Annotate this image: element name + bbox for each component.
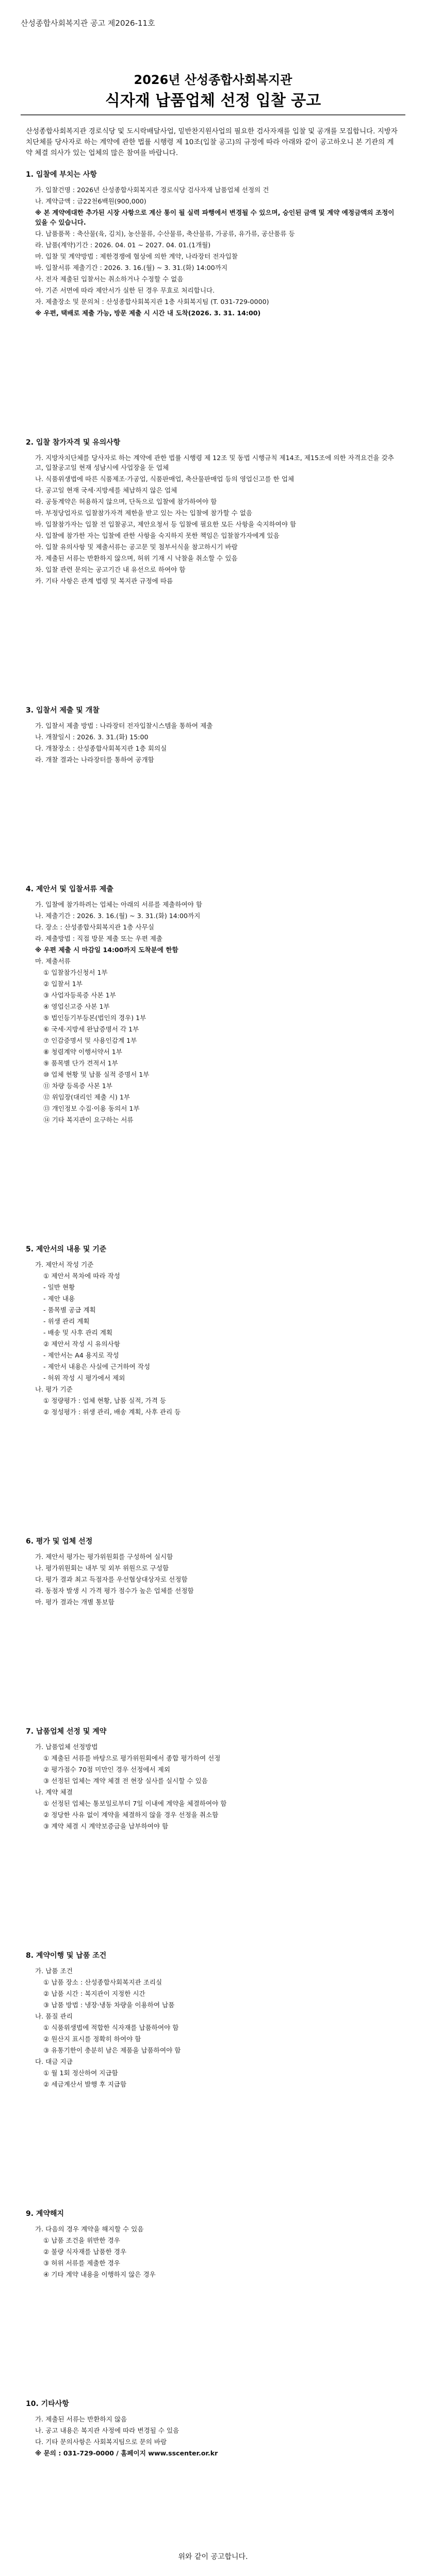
section-gap xyxy=(26,2091,400,2209)
section-line: 다. 대금 지급 xyxy=(35,2058,73,2065)
title-line2: 식자재 납품업체 선정 입찰 공고 xyxy=(105,92,321,110)
section-line: - 품목별 공급 계획 xyxy=(43,1306,96,1314)
section-line: 라. 개찰 결과는 나라장터를 통하여 공개함 xyxy=(35,756,154,764)
section-gap xyxy=(26,1418,400,1537)
section-line: ② 납품 시간 : 복지관이 지정한 시간 xyxy=(43,1990,145,1997)
section-line: 마. 입찰 및 계약방법 : 제한경쟁에 협상에 의한 계약, 나라장터 전자입찰 xyxy=(35,252,238,260)
section-line: ⑩ 업체 현황 및 납품 실적 증명서 1부 xyxy=(43,1071,150,1078)
section xyxy=(26,170,400,438)
section-line: 다. 장소 : 산성종합사회복지관 1층 사무실 xyxy=(35,923,154,931)
section-line: 나. 공고 내용은 복지관 사정에 따라 변경될 수 있음 xyxy=(35,2427,179,2434)
section-line: 나. 평가 기준 xyxy=(35,1385,73,1393)
section-line: - 제안 내용 xyxy=(43,1295,75,1302)
section-line: ※ 문의 : 031-729-0000 / 홈페이지 www.sscenter.or.kr xyxy=(35,2449,218,2457)
section-line: ① 입찰참가신청서 1부 xyxy=(43,969,108,976)
section-gap xyxy=(26,1126,400,1245)
section-gap xyxy=(26,1833,400,1951)
section-line: 아. 기존 서면에 따라 제안서가 실한 된 경우 무효로 처리합니다. xyxy=(35,286,215,294)
section-line: ① 납품 조건을 위반한 경우 xyxy=(43,2236,120,2244)
section-line: 가. 납품 조건 xyxy=(35,1967,73,1975)
section xyxy=(26,1245,400,1537)
section-line: 다. 공고일 현재 국세·지방세를 체납하지 않은 업체 xyxy=(35,486,177,494)
section-heading: 9. 계약해지 xyxy=(26,2210,64,2218)
section-line: 라. 제출방법 : 직접 방문 제출 또는 우편 제출 xyxy=(35,935,163,942)
section-line: - 허위 작성 시 평가에서 제외 xyxy=(43,1374,125,1382)
section-line: 다. 개찰장소 : 산성종합사회복지관 1층 회의실 xyxy=(35,744,167,752)
section-line: 나. 품질 관리 xyxy=(35,2012,73,2020)
section-line: 사. 전자 제출된 입찰서는 취소하거나 수정할 수 없음 xyxy=(35,275,184,283)
section-line: 나. 개찰일시 : 2026. 3. 31.(화) 15:00 xyxy=(35,733,149,741)
section-heading: 10. 기타사항 xyxy=(26,2400,69,2408)
section-line: ② 세금계산서 발행 후 지급함 xyxy=(43,2080,127,2088)
section-line: 가. 납품업체 선정방법 xyxy=(35,1743,98,1751)
section-line: ② 정당한 사유 없이 계약을 체결하지 않을 경우 선정을 취소함 xyxy=(43,1811,219,1819)
section-line: 가. 제안서 평가는 평가위원회를 구성하여 실시함 xyxy=(35,1553,173,1561)
section-line: ⑪ 차량 등록증 사본 1부 xyxy=(43,1082,112,1090)
section xyxy=(26,2209,400,2399)
section xyxy=(26,1951,400,2209)
section-line: 차. 입찰 관련 문의는 공고기간 내 유선으로 하여야 함 xyxy=(35,566,186,573)
notice-number: 산성종합사회복지관 공고 제2026-11호 xyxy=(21,19,155,28)
section xyxy=(26,885,400,1245)
section-line: 아. 입찰 유의사항 및 제출서류는 공고문 및 첨부서식을 참고하시기 바람 xyxy=(35,543,238,551)
section-gap xyxy=(26,319,400,438)
section-line: 마. 부정당업자로 입찰참가자격 제한을 받고 있는 자는 입찰에 참가할 수 없음 xyxy=(35,509,253,517)
section-line: ⑫ 위임장(대리인 제출 시) 1부 xyxy=(43,1093,130,1101)
section-heading: 2. 입찰 참가자격 및 유의사항 xyxy=(26,438,121,447)
section-line: 가. 제출된 서류는 반환하지 않음 xyxy=(35,2415,127,2423)
section-heading: 6. 평가 및 업체 선정 xyxy=(26,1537,93,1546)
section-line: ③ 선정된 업체는 계약 체결 전 현장 실사를 실시할 수 있음 xyxy=(43,1777,208,1785)
section-line: 가. 제안서 작성 기준 xyxy=(35,1261,94,1268)
section-line: ⑨ 품목별 단가 견적서 1부 xyxy=(43,1059,118,1067)
section xyxy=(26,2399,400,2552)
section-line: 라. 공동계약은 허용하지 않으며, 단독으로 입찰에 참가하여야 함 xyxy=(35,498,217,505)
section-line: ※ 우편, 택배로 제출 가능, 방문 제출 시 시간 내 도착(2026. 3. 31. 14:00) xyxy=(35,309,261,317)
section-line: ① 납품 장소 : 산성종합사회복지관 조리실 xyxy=(43,1978,162,1986)
section-line: 나. 평가위원회는 내부 및 외부 위원으로 구성함 xyxy=(35,1564,169,1572)
section-heading: 5. 제안서의 내용 및 기준 xyxy=(26,1245,107,1253)
section-line: ① 식품위생법에 적합한 식자재를 납품하여야 함 xyxy=(43,2024,179,2031)
section-line: 바. 입찰서류 제출기간 : 2026. 3. 16.(월) ~ 3. 31.(화) 14:00까지 xyxy=(35,264,228,272)
section-line: 바. 입찰참가자는 입찰 전 입찰공고, 제안요청서 등 입찰에 필요한 모든 사항을 숙지하여야 함 xyxy=(35,520,297,528)
section xyxy=(26,706,400,885)
section-line: ① 제출된 서류를 바탕으로 평가위원회에서 종합 평가하여 선정 xyxy=(43,1754,221,1762)
section-gap xyxy=(26,587,400,706)
section-heading: 8. 계약이행 및 납품 조건 xyxy=(26,1952,107,1960)
section-line: 라. 납품(계약)기간 : 2026. 04. 01 ~ 2027. 04. 01.(1개월) xyxy=(35,241,211,249)
section-line: - 위생 관리 계획 xyxy=(43,1317,90,1325)
section-line: 가. 입찰서 제출 방법 : 나라장터 전자입찰시스템을 통하여 제출 xyxy=(35,722,213,730)
section-line: - 제안서는 A4 용지로 작성 xyxy=(43,1351,119,1359)
section-line: ② 평가점수 70점 미만인 경우 선정에서 제외 xyxy=(43,1766,170,1773)
section-line: ③ 계약 체결 시 계약보증금을 납부하여야 함 xyxy=(43,1822,169,1830)
section-line: ⑦ 인감증명서 및 사용인감계 1부 xyxy=(43,1037,137,1044)
section-line: ② 입찰서 1부 xyxy=(43,980,83,988)
section-line: 사. 입찰에 참가한 자는 입찰에 관한 사항을 숙지하지 못한 책임은 입찰참가자에게 있음 xyxy=(35,532,280,539)
section-line: ① 정량평가 : 업체 현황, 납품 실적, 가격 등 xyxy=(43,1397,167,1404)
section-line: ③ 납품 방법 : 냉장·냉동 차량을 이용하여 납품 xyxy=(43,2001,175,2009)
section-line: 라. 동점자 발생 시 가격 평가 점수가 높은 업체를 선정함 xyxy=(35,1587,194,1595)
section-line: ① 월 1회 정산하여 지급함 xyxy=(43,2069,118,2077)
section-line: ④ 영업신고증 사본 1부 xyxy=(43,1003,110,1010)
section-gap xyxy=(26,2460,400,2552)
section-line: - 제안서 내용은 사실에 근거하여 작성 xyxy=(43,1363,151,1370)
section-line: 다. 평가 결과 최고 득점자를 우선협상대상자로 선정함 xyxy=(35,1575,188,1583)
section-line: 가. 입찰에 참가하려는 업체는 아래의 서류를 제출하여야 함 xyxy=(35,901,202,908)
section-line: 나. 계약금액 : 금22천6백원(900,000) xyxy=(35,197,146,205)
section xyxy=(26,1727,400,1951)
section-line: 가. 입찰건명 : 2026년 산성종합사회복지관 경로식당 검사자재 납품업체 선정의 건 xyxy=(35,186,269,194)
section-line: ① 제안서 목차에 따라 작성 xyxy=(43,1272,120,1280)
section-line: ② 제안서 작성 시 유의사항 xyxy=(43,1340,120,1348)
section-gap xyxy=(26,2281,400,2399)
section-line: ※ 우편 제출 시 마감일 14:00까지 도착분에 한함 xyxy=(35,946,178,954)
section-line: 마. 제출서류 xyxy=(35,957,71,965)
section-line: ⑬ 개인정보 수집·이용 동의서 1부 xyxy=(43,1105,140,1112)
section-line: ③ 유통기한이 충분히 남은 제품을 납품하여야 함 xyxy=(43,2046,181,2054)
section-line: - 배송 및 사후 관리 계획 xyxy=(43,1329,113,1336)
section-line: 가. 다음의 경우 계약을 해지할 수 있음 xyxy=(35,2225,144,2233)
section-line: 나. 계약 체결 xyxy=(35,1788,73,1796)
section-line: ② 원산지 표시를 정확히 하여야 함 xyxy=(43,2035,141,2043)
section-gap xyxy=(26,1608,400,1727)
divider xyxy=(21,114,405,115)
section-line: ⑧ 청렴계약 이행서약서 1부 xyxy=(43,1048,122,1056)
section xyxy=(26,438,400,706)
section-line: 가. 지방자치단체를 당사자로 하는 계약에 관한 법률 시행령 제 12조 및 동법 시행규칙 제14조, 제15조에 의한 자격요건을 갖추고, 입찰공고일 현재 성남시에 사업장을 둔 업체 xyxy=(35,454,394,471)
section-line: ③ 사업자등록증 사본 1부 xyxy=(43,991,116,999)
closing-text: 위와 같이 공고합니다. xyxy=(178,2553,248,2561)
section-line: 자. 제출장소 및 문의처 : 산성종합사회복지관 1층 사회복지팀 (T. 031-729-0000) xyxy=(35,298,269,306)
section-line: ⑭ 기타 복지관이 요구하는 서류 xyxy=(43,1116,134,1124)
section xyxy=(26,1537,400,1727)
section-line: ② 불량 식자재를 납품한 경우 xyxy=(43,2248,127,2256)
section-line: 마. 평가 결과는 개별 통보함 xyxy=(35,1598,114,1606)
section-heading: 3. 입찰서 제출 및 개찰 xyxy=(26,706,100,715)
section-line: ② 정성평가 : 위생 관리, 배송 계획, 사후 관리 등 xyxy=(43,1408,181,1416)
section-heading: 7. 납품업체 선정 및 계약 xyxy=(26,1727,107,1736)
notice-content xyxy=(26,170,400,2562)
section-line: 자. 제출된 서류는 반환하지 않으며, 허위 기재 시 낙찰을 취소할 수 있음 xyxy=(35,554,238,562)
section-heading: 4. 제안서 및 입찰서류 제출 xyxy=(26,885,113,893)
section-line: 나. 제출기간 : 2026. 3. 16.(월) ~ 3. 31.(화) 14:00까지 xyxy=(35,912,201,920)
section-line: ③ 허위 서류를 제출한 경우 xyxy=(43,2259,120,2267)
section-gap xyxy=(26,766,400,885)
section-line: ① 선정된 업체는 통보일로부터 7일 이내에 계약을 체결하여야 함 xyxy=(43,1800,227,1807)
section-line: 다. 기타 문의사항은 사회복지팀으로 문의 바람 xyxy=(35,2438,167,2446)
title-line1: 2026년 산성종합사회복지관 xyxy=(134,73,292,87)
section-line: ⑤ 법인등기부등본(법인의 경우) 1부 xyxy=(43,1014,146,1022)
section-line: 다. 납품품목 : 축산물(육, 김치), 농산물류, 수산물류, 축산물류, 가공류, 유가류, 공산품류 등 xyxy=(35,230,295,238)
section-line: 카. 기타 사항은 관계 법령 및 복지관 규정에 따름 xyxy=(35,577,173,585)
section-line: ※ 본 계약에대한 추가된 시장 사항으로 계산 통이 될 실력 파행에서 변경될 수 있으며, 승인된 금액 및 계약 예정금액의 조정이 있을 수 있습니다. xyxy=(35,209,395,226)
section-line: 나. 식품위생법에 따른 식품제조·가공업, 식품판매업, 축산물판매업 등의 영업신고를 한 업체 xyxy=(35,475,294,483)
intro-paragraph: 산성종합사회복지관 경로식당 및 도시락배달사업, 밑반찬지원사업의 필요한 검사자재를 입찰 및 공개를 모집합니다. 지방자치단체를 당사자로 하는 계약에 관한 법률 시행령 제 10조(입찰 공고)의 규정에 따라 아래와 같이 공고하오니 본 기관의 계약 체결 의사가 있는 업체의 많은 참여를 바랍니다. xyxy=(26,127,398,157)
section-line: ⑥ 국세·지방세 완납증명서 각 1부 xyxy=(43,1025,139,1033)
section-line: ④ 기타 계약 내용을 이행하지 않은 경우 xyxy=(43,2270,156,2278)
section-line: - 일반 현황 xyxy=(43,1283,75,1291)
section-heading: 1. 입찰에 부치는 사항 xyxy=(26,171,97,179)
